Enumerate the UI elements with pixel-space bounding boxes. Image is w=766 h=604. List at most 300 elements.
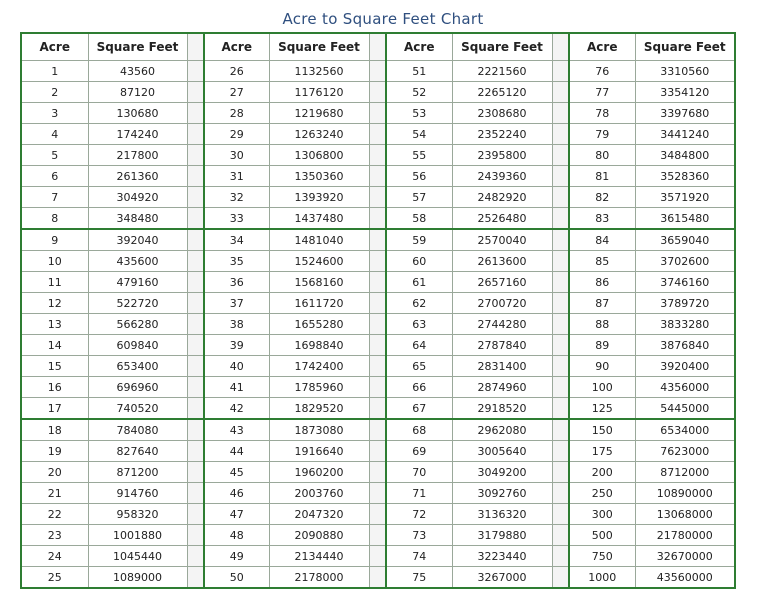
square-feet-cell: 1960200 xyxy=(269,462,369,483)
acre-cell: 69 xyxy=(386,441,452,462)
column-spacer xyxy=(369,335,386,356)
acre-cell: 33 xyxy=(204,208,269,230)
column-spacer xyxy=(552,103,569,124)
acre-cell: 45 xyxy=(204,462,269,483)
header-acre: Acre xyxy=(569,33,635,61)
column-spacer xyxy=(369,272,386,293)
acre-cell: 17 xyxy=(21,398,88,420)
acre-cell: 55 xyxy=(386,145,452,166)
square-feet-cell: 1873080 xyxy=(269,419,369,441)
acre-cell: 11 xyxy=(21,272,88,293)
table-row xyxy=(21,483,735,504)
column-spacer xyxy=(369,525,386,546)
acre-cell: 37 xyxy=(204,293,269,314)
acre-cell: 10 xyxy=(21,251,88,272)
square-feet-cell: 3092760 xyxy=(452,483,552,504)
column-spacer xyxy=(187,208,204,230)
square-feet-cell: 2918520 xyxy=(452,398,552,420)
square-feet-cell: 261360 xyxy=(88,166,187,187)
table-row xyxy=(21,546,735,567)
square-feet-cell: 1045440 xyxy=(88,546,187,567)
column-spacer xyxy=(552,293,569,314)
column-spacer xyxy=(187,546,204,567)
acre-cell: 20 xyxy=(21,462,88,483)
acre-cell: 200 xyxy=(569,462,635,483)
square-feet-cell: 3005640 xyxy=(452,441,552,462)
acre-cell: 82 xyxy=(569,187,635,208)
square-feet-cell: 2831400 xyxy=(452,356,552,377)
column-spacer xyxy=(187,356,204,377)
square-feet-cell: 1350360 xyxy=(269,166,369,187)
square-feet-cell: 1437480 xyxy=(269,208,369,230)
acre-cell: 26 xyxy=(204,61,269,82)
column-spacer xyxy=(369,145,386,166)
column-spacer xyxy=(187,229,204,251)
acre-cell: 43 xyxy=(204,419,269,441)
square-feet-cell: 1263240 xyxy=(269,124,369,145)
acre-cell: 9 xyxy=(21,229,88,251)
acre-cell: 25 xyxy=(21,567,88,589)
column-spacer xyxy=(187,166,204,187)
column-spacer xyxy=(552,462,569,483)
acre-cell: 300 xyxy=(569,504,635,525)
acre-cell: 84 xyxy=(569,229,635,251)
acre-cell: 1 xyxy=(21,61,88,82)
acre-cell: 175 xyxy=(569,441,635,462)
square-feet-cell: 958320 xyxy=(88,504,187,525)
square-feet-cell: 1611720 xyxy=(269,293,369,314)
acre-cell: 46 xyxy=(204,483,269,504)
square-feet-cell: 3615480 xyxy=(635,208,735,230)
table-row xyxy=(21,145,735,166)
table-row xyxy=(21,166,735,187)
square-feet-cell: 1698840 xyxy=(269,335,369,356)
square-feet-cell: 13068000 xyxy=(635,504,735,525)
square-feet-cell: 3789720 xyxy=(635,293,735,314)
acre-cell: 76 xyxy=(569,61,635,82)
column-spacer xyxy=(552,61,569,82)
column-spacer xyxy=(552,567,569,589)
acre-cell: 53 xyxy=(386,103,452,124)
column-spacer xyxy=(187,251,204,272)
column-spacer xyxy=(187,419,204,441)
square-feet-cell: 609840 xyxy=(88,335,187,356)
table-row xyxy=(21,462,735,483)
table-row xyxy=(21,398,735,420)
square-feet-cell: 653400 xyxy=(88,356,187,377)
acre-cell: 35 xyxy=(204,251,269,272)
square-feet-cell: 566280 xyxy=(88,314,187,335)
square-feet-cell: 479160 xyxy=(88,272,187,293)
square-feet-cell: 2047320 xyxy=(269,504,369,525)
column-spacer xyxy=(552,398,569,420)
header-square-feet: Square Feet xyxy=(269,33,369,61)
square-feet-cell: 3484800 xyxy=(635,145,735,166)
column-spacer xyxy=(187,525,204,546)
column-spacer xyxy=(369,356,386,377)
table-row xyxy=(21,82,735,103)
column-spacer xyxy=(187,398,204,420)
square-feet-cell: 21780000 xyxy=(635,525,735,546)
acre-cell: 89 xyxy=(569,335,635,356)
square-feet-cell: 2178000 xyxy=(269,567,369,589)
square-feet-cell: 1176120 xyxy=(269,82,369,103)
column-spacer xyxy=(552,82,569,103)
acre-cell: 1000 xyxy=(569,567,635,589)
square-feet-cell: 696960 xyxy=(88,377,187,398)
acre-cell: 2 xyxy=(21,82,88,103)
column-spacer xyxy=(552,124,569,145)
column-spacer xyxy=(369,124,386,145)
column-spacer xyxy=(369,419,386,441)
square-feet-cell: 2787840 xyxy=(452,335,552,356)
acre-cell: 57 xyxy=(386,187,452,208)
acre-cell: 61 xyxy=(386,272,452,293)
acre-cell: 63 xyxy=(386,314,452,335)
square-feet-cell: 1306800 xyxy=(269,145,369,166)
acre-cell: 90 xyxy=(569,356,635,377)
square-feet-cell: 522720 xyxy=(88,293,187,314)
column-spacer xyxy=(187,293,204,314)
square-feet-cell: 1829520 xyxy=(269,398,369,420)
acre-cell: 3 xyxy=(21,103,88,124)
acre-cell: 85 xyxy=(569,251,635,272)
square-feet-cell: 2962080 xyxy=(452,419,552,441)
acre-cell: 64 xyxy=(386,335,452,356)
square-feet-cell: 6534000 xyxy=(635,419,735,441)
square-feet-cell: 2700720 xyxy=(452,293,552,314)
acre-cell: 50 xyxy=(204,567,269,589)
acre-cell: 39 xyxy=(204,335,269,356)
square-feet-cell: 3876840 xyxy=(635,335,735,356)
acre-cell: 36 xyxy=(204,272,269,293)
square-feet-cell: 1742400 xyxy=(269,356,369,377)
column-spacer xyxy=(187,377,204,398)
column-spacer xyxy=(187,462,204,483)
column-spacer xyxy=(552,145,569,166)
square-feet-cell: 2657160 xyxy=(452,272,552,293)
acre-cell: 14 xyxy=(21,335,88,356)
square-feet-cell: 392040 xyxy=(88,229,187,251)
header-row xyxy=(21,33,735,61)
acre-cell: 41 xyxy=(204,377,269,398)
column-spacer xyxy=(552,229,569,251)
column-spacer xyxy=(552,187,569,208)
page-title: Acre to Square Feet Chart xyxy=(282,10,484,28)
square-feet-cell: 2352240 xyxy=(452,124,552,145)
acre-cell: 49 xyxy=(204,546,269,567)
column-spacer xyxy=(187,82,204,103)
acre-cell: 72 xyxy=(386,504,452,525)
column-spacer xyxy=(369,441,386,462)
square-feet-cell: 784080 xyxy=(88,419,187,441)
square-feet-cell: 2395800 xyxy=(452,145,552,166)
square-feet-cell: 2308680 xyxy=(452,103,552,124)
square-feet-cell: 1393920 xyxy=(269,187,369,208)
acre-conversion-table xyxy=(20,32,736,589)
acre-cell: 7 xyxy=(21,187,88,208)
square-feet-cell: 3397680 xyxy=(635,103,735,124)
acre-cell: 58 xyxy=(386,208,452,230)
table-row xyxy=(21,272,735,293)
square-feet-cell: 87120 xyxy=(88,82,187,103)
square-feet-cell: 2570040 xyxy=(452,229,552,251)
header-square-feet: Square Feet xyxy=(635,33,735,61)
table-row xyxy=(21,103,735,124)
column-spacer xyxy=(187,61,204,82)
column-spacer xyxy=(552,314,569,335)
acre-cell: 38 xyxy=(204,314,269,335)
acre-cell: 47 xyxy=(204,504,269,525)
square-feet-cell: 1568160 xyxy=(269,272,369,293)
column-spacer xyxy=(552,441,569,462)
column-spacer xyxy=(552,356,569,377)
column-spacer xyxy=(369,462,386,483)
table-row xyxy=(21,441,735,462)
square-feet-cell: 3267000 xyxy=(452,567,552,589)
acre-cell: 60 xyxy=(386,251,452,272)
table-row xyxy=(21,335,735,356)
table-row xyxy=(21,187,735,208)
acre-cell: 79 xyxy=(569,124,635,145)
square-feet-cell: 3746160 xyxy=(635,272,735,293)
column-spacer xyxy=(187,504,204,525)
acre-cell: 18 xyxy=(21,419,88,441)
header-square-feet: Square Feet xyxy=(88,33,187,61)
acre-cell: 78 xyxy=(569,103,635,124)
square-feet-cell: 435600 xyxy=(88,251,187,272)
square-feet-cell: 348480 xyxy=(88,208,187,230)
square-feet-cell: 871200 xyxy=(88,462,187,483)
column-spacer xyxy=(369,208,386,230)
table-row xyxy=(21,504,735,525)
square-feet-cell: 3833280 xyxy=(635,314,735,335)
square-feet-cell: 3920400 xyxy=(635,356,735,377)
column-spacer xyxy=(552,251,569,272)
acre-cell: 750 xyxy=(569,546,635,567)
acre-cell: 19 xyxy=(21,441,88,462)
column-spacer xyxy=(552,483,569,504)
square-feet-cell: 174240 xyxy=(88,124,187,145)
square-feet-cell: 2134440 xyxy=(269,546,369,567)
square-feet-cell: 2439360 xyxy=(452,166,552,187)
acre-cell: 23 xyxy=(21,525,88,546)
square-feet-cell: 1132560 xyxy=(269,61,369,82)
square-feet-cell: 7623000 xyxy=(635,441,735,462)
column-spacer xyxy=(552,377,569,398)
acre-cell: 77 xyxy=(569,82,635,103)
square-feet-cell: 1916640 xyxy=(269,441,369,462)
acre-cell: 44 xyxy=(204,441,269,462)
column-spacer xyxy=(187,441,204,462)
acre-cell: 8 xyxy=(21,208,88,230)
acre-cell: 40 xyxy=(204,356,269,377)
column-spacer xyxy=(552,546,569,567)
square-feet-cell: 2874960 xyxy=(452,377,552,398)
acre-cell: 52 xyxy=(386,82,452,103)
square-feet-cell: 130680 xyxy=(88,103,187,124)
square-feet-cell: 2613600 xyxy=(452,251,552,272)
header-acre: Acre xyxy=(386,33,452,61)
acre-cell: 150 xyxy=(569,419,635,441)
square-feet-cell: 304920 xyxy=(88,187,187,208)
square-feet-cell: 43560000 xyxy=(635,567,735,589)
acre-cell: 24 xyxy=(21,546,88,567)
acre-cell: 27 xyxy=(204,82,269,103)
column-spacer xyxy=(369,483,386,504)
table-row xyxy=(21,293,735,314)
acre-cell: 29 xyxy=(204,124,269,145)
square-feet-cell: 43560 xyxy=(88,61,187,82)
square-feet-cell: 2090880 xyxy=(269,525,369,546)
column-spacer xyxy=(552,419,569,441)
square-feet-cell: 1219680 xyxy=(269,103,369,124)
acre-cell: 56 xyxy=(386,166,452,187)
column-spacer xyxy=(369,82,386,103)
acre-cell: 54 xyxy=(386,124,452,145)
square-feet-cell: 32670000 xyxy=(635,546,735,567)
table-row xyxy=(21,525,735,546)
table-row xyxy=(21,377,735,398)
header-acre: Acre xyxy=(21,33,88,61)
square-feet-cell: 3702600 xyxy=(635,251,735,272)
column-spacer xyxy=(369,398,386,420)
table-row xyxy=(21,61,735,82)
column-spacer xyxy=(369,314,386,335)
square-feet-cell: 3179880 xyxy=(452,525,552,546)
table-row xyxy=(21,314,735,335)
column-spacer xyxy=(187,272,204,293)
table-row xyxy=(21,251,735,272)
column-spacer xyxy=(187,335,204,356)
column-spacer xyxy=(552,272,569,293)
square-feet-cell: 1481040 xyxy=(269,229,369,251)
square-feet-cell: 1089000 xyxy=(88,567,187,589)
square-feet-cell: 2482920 xyxy=(452,187,552,208)
acre-cell: 13 xyxy=(21,314,88,335)
acre-cell: 65 xyxy=(386,356,452,377)
column-spacer xyxy=(187,483,204,504)
square-feet-cell: 3223440 xyxy=(452,546,552,567)
table-row xyxy=(21,208,735,230)
square-feet-cell: 4356000 xyxy=(635,377,735,398)
acre-cell: 21 xyxy=(21,483,88,504)
acre-cell: 5 xyxy=(21,145,88,166)
square-feet-cell: 3571920 xyxy=(635,187,735,208)
acre-cell: 59 xyxy=(386,229,452,251)
square-feet-cell: 3441240 xyxy=(635,124,735,145)
acre-cell: 70 xyxy=(386,462,452,483)
acre-cell: 500 xyxy=(569,525,635,546)
acre-cell: 100 xyxy=(569,377,635,398)
column-spacer xyxy=(369,293,386,314)
table-row xyxy=(21,124,735,145)
square-feet-cell: 914760 xyxy=(88,483,187,504)
square-feet-cell: 217800 xyxy=(88,145,187,166)
column-spacer xyxy=(187,567,204,589)
acre-cell: 125 xyxy=(569,398,635,420)
acre-cell: 88 xyxy=(569,314,635,335)
acre-cell: 62 xyxy=(386,293,452,314)
square-feet-cell: 8712000 xyxy=(635,462,735,483)
column-spacer xyxy=(369,33,386,61)
column-spacer xyxy=(187,124,204,145)
column-spacer xyxy=(369,103,386,124)
acre-cell: 86 xyxy=(569,272,635,293)
column-spacer xyxy=(187,145,204,166)
column-spacer xyxy=(552,525,569,546)
column-spacer xyxy=(369,61,386,82)
square-feet-cell: 10890000 xyxy=(635,483,735,504)
square-feet-cell: 2265120 xyxy=(452,82,552,103)
acre-cell: 71 xyxy=(386,483,452,504)
column-spacer xyxy=(552,208,569,230)
column-spacer xyxy=(369,546,386,567)
table-row xyxy=(21,419,735,441)
column-spacer xyxy=(552,504,569,525)
acre-cell: 30 xyxy=(204,145,269,166)
acre-cell: 67 xyxy=(386,398,452,420)
square-feet-cell: 1001880 xyxy=(88,525,187,546)
column-spacer xyxy=(369,567,386,589)
column-spacer xyxy=(369,166,386,187)
square-feet-cell: 2221560 xyxy=(452,61,552,82)
square-feet-cell: 740520 xyxy=(88,398,187,420)
acre-cell: 32 xyxy=(204,187,269,208)
column-spacer xyxy=(187,33,204,61)
acre-cell: 16 xyxy=(21,377,88,398)
acre-cell: 28 xyxy=(204,103,269,124)
square-feet-cell: 2744280 xyxy=(452,314,552,335)
square-feet-cell: 2003760 xyxy=(269,483,369,504)
header-square-feet: Square Feet xyxy=(452,33,552,61)
column-spacer xyxy=(187,187,204,208)
acre-cell: 80 xyxy=(569,145,635,166)
square-feet-cell: 1655280 xyxy=(269,314,369,335)
table-row xyxy=(21,356,735,377)
acre-cell: 75 xyxy=(386,567,452,589)
acre-cell: 87 xyxy=(569,293,635,314)
square-feet-cell: 5445000 xyxy=(635,398,735,420)
acre-cell: 73 xyxy=(386,525,452,546)
header-acre: Acre xyxy=(204,33,269,61)
acre-cell: 66 xyxy=(386,377,452,398)
column-spacer xyxy=(369,229,386,251)
column-spacer xyxy=(187,103,204,124)
acre-cell: 68 xyxy=(386,419,452,441)
acre-cell: 250 xyxy=(569,483,635,504)
acre-cell: 6 xyxy=(21,166,88,187)
acre-cell: 81 xyxy=(569,166,635,187)
square-feet-cell: 827640 xyxy=(88,441,187,462)
square-feet-cell: 3354120 xyxy=(635,82,735,103)
square-feet-cell: 3310560 xyxy=(635,61,735,82)
column-spacer xyxy=(552,166,569,187)
square-feet-cell: 3659040 xyxy=(635,229,735,251)
column-spacer xyxy=(187,314,204,335)
column-spacer xyxy=(552,33,569,61)
acre-cell: 48 xyxy=(204,525,269,546)
column-spacer xyxy=(369,187,386,208)
column-spacer xyxy=(552,335,569,356)
table-row xyxy=(21,229,735,251)
column-spacer xyxy=(369,504,386,525)
table-row xyxy=(21,567,735,589)
square-feet-cell: 3049200 xyxy=(452,462,552,483)
column-spacer xyxy=(369,377,386,398)
acre-cell: 12 xyxy=(21,293,88,314)
acre-cell: 42 xyxy=(204,398,269,420)
